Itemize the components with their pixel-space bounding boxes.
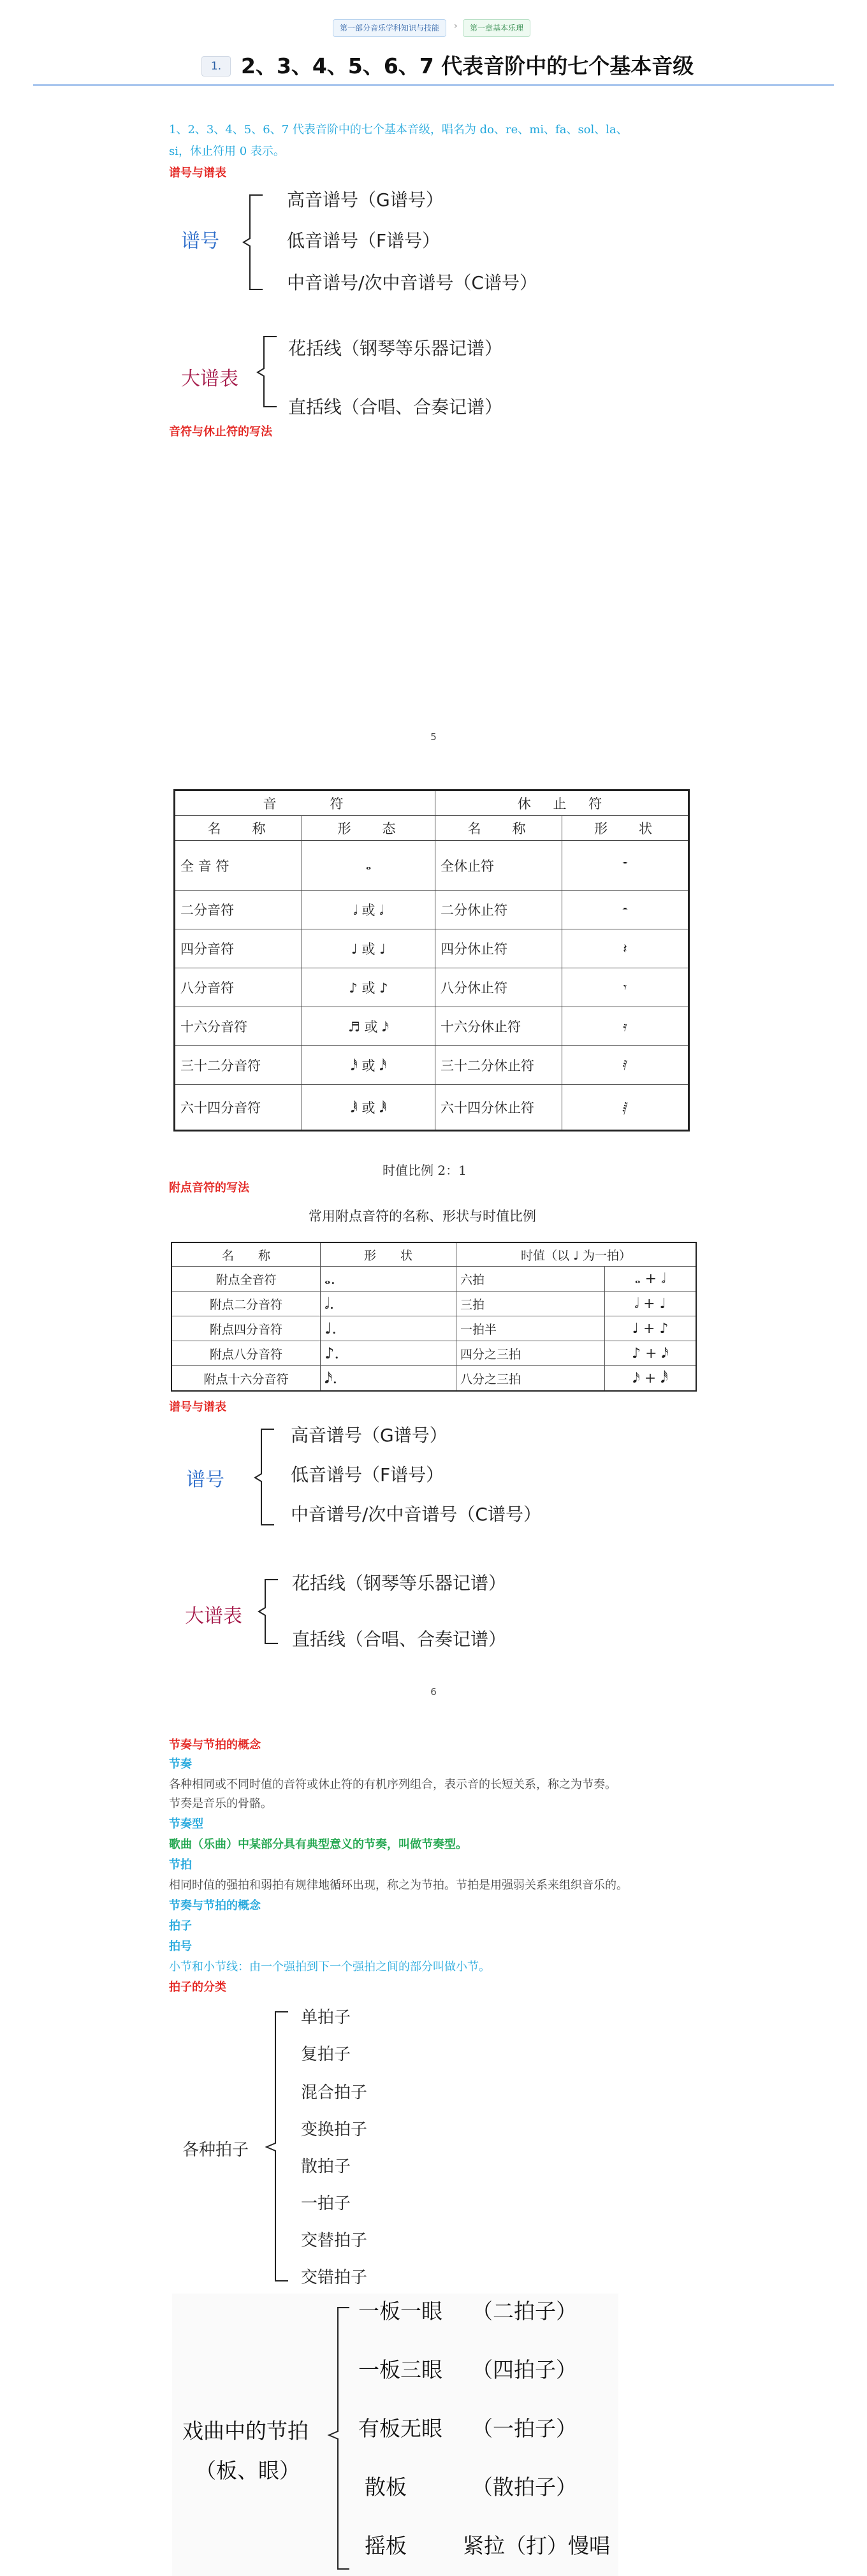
dotted-shape: 𝅗𝅥. bbox=[321, 1292, 456, 1316]
staff-brace-2 bbox=[256, 1576, 282, 1647]
note-group-header: 音 符 bbox=[175, 790, 435, 816]
dotted-value: 三拍 bbox=[456, 1292, 605, 1316]
dotted-ratio: ♩ + ♪ bbox=[605, 1316, 697, 1341]
note-glyph: ♪ 或 ♪ bbox=[302, 968, 435, 1007]
rest-name: 四分休止符 bbox=[435, 929, 562, 968]
breadcrumb-chapter[interactable]: 第一章基本乐理 bbox=[463, 19, 530, 37]
note-glyph: 𝅘𝅥𝅱 或 𝅘𝅥𝅱 bbox=[302, 1085, 435, 1131]
dotted-shape: ♪. bbox=[321, 1341, 456, 1366]
title-divider bbox=[33, 84, 834, 86]
clef-item: 高音谱号（G谱号） bbox=[287, 189, 444, 210]
rhythm-sub: 节奏 bbox=[169, 1757, 192, 1771]
dotted-ratio: 𝅗𝅥 + ♩ bbox=[605, 1292, 697, 1316]
rhythm-text: 各种相同或不同时值的音符或休止符的有机序列组合，表示音的长短关系，称之为节奏。 bbox=[169, 1778, 616, 1791]
dotted-value: 六拍 bbox=[456, 1267, 605, 1292]
dotted-heading: 附点音符的写法 bbox=[169, 1181, 249, 1195]
table-row bbox=[171, 1341, 696, 1366]
note-name: 八分音符 bbox=[175, 968, 302, 1007]
rhythm-sub: 拍子 bbox=[169, 1919, 192, 1933]
note-name: 二分音符 bbox=[175, 891, 302, 929]
rest-glyph: 𝄽 bbox=[562, 929, 689, 968]
dotted-value: 八分之三拍 bbox=[456, 1366, 605, 1392]
staff-item: 直括线（合唱、合奏记谱） bbox=[292, 1629, 507, 1650]
opera-item-name: 一板一眼 bbox=[358, 2299, 442, 2324]
table-row bbox=[175, 841, 689, 891]
clef-label-2: 谱号 bbox=[186, 1469, 224, 1491]
intro-line-2: si，休止符用 0 表示。 bbox=[169, 145, 285, 158]
page-title: 2、3、4、5、6、7 代表音阶中的七个基本音级 bbox=[241, 54, 694, 78]
rest-glyph: 𝅁 bbox=[562, 1085, 689, 1131]
rest-glyph: 𝅀 bbox=[562, 1046, 689, 1085]
rhythm-text: 节奏是音乐的骨骼。 bbox=[169, 1797, 272, 1810]
note-name: 四分音符 bbox=[175, 929, 302, 968]
notes-heading: 音符与休止符的写法 bbox=[169, 425, 272, 439]
table-row bbox=[175, 1007, 689, 1046]
col-header: 形 状 bbox=[562, 816, 689, 841]
note-glyph: 𝅘𝅥𝅰 或 𝅘𝅥𝅰 bbox=[302, 1046, 435, 1085]
note-name: 十六分音符 bbox=[175, 1007, 302, 1046]
table-row bbox=[171, 1267, 696, 1292]
rhythm-sub: 节奏与节拍的概念 bbox=[169, 1899, 261, 1912]
col-header: 名 称 bbox=[175, 816, 302, 841]
dotted-value: 一拍半 bbox=[456, 1316, 605, 1341]
clef-item: 中音谱号/次中音谱号（C谱号） bbox=[291, 1504, 541, 1525]
dotted-name: 附点二分音符 bbox=[171, 1292, 321, 1316]
opera-item-meter: （四拍子） bbox=[472, 2357, 577, 2382]
table-row bbox=[171, 1292, 696, 1316]
table-row bbox=[175, 929, 689, 968]
clef-heading-2: 谱号与谱表 bbox=[169, 1401, 226, 1414]
meter-item: 散拍子 bbox=[301, 2157, 351, 2176]
dotted-shape: 𝅝. bbox=[321, 1267, 456, 1292]
rhythm-text: 小节和小节线：由一个强拍到下一个强拍之间的部分叫做小节。 bbox=[169, 1960, 490, 1974]
dotted-ratio: 𝅘𝅥𝅯 + 𝅘𝅥𝅰 bbox=[605, 1366, 697, 1392]
col-header: 名 称 bbox=[435, 816, 562, 841]
dotted-name: 附点全音符 bbox=[171, 1267, 321, 1292]
dotted-shape: 𝅘𝅥𝅯. bbox=[321, 1366, 456, 1392]
dotted-name: 附点四分音符 bbox=[171, 1316, 321, 1341]
rest-name: 全休止符 bbox=[435, 841, 562, 891]
staff-item: 花括线（钢琴等乐器记谱） bbox=[288, 338, 503, 359]
rest-name: 八分休止符 bbox=[435, 968, 562, 1007]
staff-item: 直括线（合唱、合奏记谱） bbox=[288, 397, 503, 418]
table-row bbox=[175, 1085, 689, 1131]
clef-item: 低音谱号（F谱号） bbox=[291, 1464, 444, 1485]
table-row bbox=[175, 968, 689, 1007]
page-number: 5 bbox=[430, 731, 437, 743]
dotted-shape: ♩. bbox=[321, 1316, 456, 1341]
staff-item: 花括线（钢琴等乐器记谱） bbox=[292, 1573, 507, 1594]
meter-item: 一拍子 bbox=[301, 2194, 351, 2213]
clef-item: 高音谱号（G谱号） bbox=[291, 1425, 448, 1446]
table-row bbox=[175, 891, 689, 929]
meter-item: 变换拍子 bbox=[301, 2120, 368, 2139]
opera-item-meter: （一拍子） bbox=[472, 2416, 577, 2441]
dotted-ratio: 𝅝 + 𝅗𝅥 bbox=[605, 1267, 697, 1292]
ratio-caption: 时值比例 2：1 bbox=[382, 1163, 467, 1178]
notes-rests-table bbox=[173, 789, 690, 1132]
meter-item: 交错拍子 bbox=[301, 2268, 368, 2287]
rhythm-sub: 节拍 bbox=[169, 1858, 192, 1872]
rest-group-header: 休 止 符 bbox=[435, 790, 689, 816]
note-name: 全 音 符 bbox=[175, 841, 302, 891]
rest-glyph: 𝄿 bbox=[562, 1007, 689, 1046]
rest-glyph: 𝄼 bbox=[562, 891, 689, 929]
note-name: 六十四分音符 bbox=[175, 1085, 302, 1131]
rest-glyph: 𝄾 bbox=[562, 968, 689, 1007]
breadcrumb-part[interactable]: 第一部分音乐学科知识与技能 bbox=[333, 19, 446, 37]
dotted-value: 四分之三拍 bbox=[456, 1341, 605, 1366]
intro-line-1: 1、2、3、4、5、6、7 代表音阶中的七个基本音级，唱名为 do、re、mi、fa、sol、la、 bbox=[169, 123, 628, 136]
clef-heading: 谱号与谱表 bbox=[169, 166, 226, 180]
clef-item: 低音谱号（F谱号） bbox=[287, 230, 441, 251]
meter-item: 交替拍子 bbox=[301, 2231, 368, 2250]
dotted-name: 附点八分音符 bbox=[171, 1341, 321, 1366]
breadcrumb-separator: › bbox=[454, 21, 458, 31]
dotted-ratio: ♪ + 𝅘𝅥𝅯 bbox=[605, 1341, 697, 1366]
dotted-table-title: 常用附点音符的名称、形状与时值比例 bbox=[309, 1209, 536, 1224]
staff-brace bbox=[255, 333, 280, 411]
page-number: 6 bbox=[430, 1686, 437, 1698]
opera-item-name: 散板 bbox=[365, 2475, 407, 2500]
opera-item-meter: 紧拉（打）慢唱 bbox=[463, 2533, 610, 2558]
meter-heading: 拍子的分类 bbox=[169, 1981, 226, 1994]
note-glyph: 𝅗𝅥 或 𝅗𝅥 bbox=[302, 891, 435, 929]
note-glyph: ♬ 或 𝅘𝅥𝅯 bbox=[302, 1007, 435, 1046]
clef-item: 中音谱号/次中音谱号（C谱号） bbox=[287, 272, 537, 293]
rhythm-heading: 节奏与节拍的概念 bbox=[169, 1738, 261, 1752]
col-header: 时值（以 ♩ 为一拍） bbox=[456, 1242, 697, 1267]
table-row bbox=[175, 1046, 689, 1085]
staff-label-2: 大谱表 bbox=[185, 1605, 242, 1627]
note-glyph: ♩ 或 ♩ bbox=[302, 929, 435, 968]
rhythm-sub: 拍号 bbox=[169, 1940, 192, 1953]
staff-label: 大谱表 bbox=[181, 368, 238, 390]
clef-brace bbox=[241, 191, 266, 293]
meter-item: 单拍子 bbox=[301, 2008, 351, 2027]
opera-item-meter: （二拍子） bbox=[472, 2299, 577, 2324]
meter-label: 各种拍子 bbox=[182, 2141, 249, 2160]
opera-brace bbox=[325, 2299, 354, 2575]
meter-item: 混合拍子 bbox=[301, 2083, 368, 2102]
col-header: 形 状 bbox=[321, 1242, 456, 1267]
table-row bbox=[171, 1316, 696, 1341]
note-name: 三十二分音符 bbox=[175, 1046, 302, 1085]
rest-name: 二分休止符 bbox=[435, 891, 562, 929]
opera-label-sub: （板、眼） bbox=[195, 2458, 300, 2483]
col-header: 形 态 bbox=[302, 816, 435, 841]
rest-name: 六十四分休止符 bbox=[435, 1085, 562, 1131]
rest-name: 十六分休止符 bbox=[435, 1007, 562, 1046]
opera-item-meter: （散拍子） bbox=[472, 2475, 577, 2500]
opera-label: 戏曲中的节拍 bbox=[182, 2419, 309, 2443]
dotted-notes-table bbox=[171, 1242, 697, 1392]
clef-label: 谱号 bbox=[181, 230, 219, 252]
dotted-name: 附点十六分音符 bbox=[171, 1366, 321, 1392]
note-glyph: 𝅝 bbox=[302, 841, 435, 891]
rest-name: 三十二分休止符 bbox=[435, 1046, 562, 1085]
clef-brace-2 bbox=[252, 1425, 278, 1529]
rhythm-sub: 节奏型 bbox=[169, 1817, 203, 1831]
meter-item: 复拍子 bbox=[301, 2045, 351, 2064]
section-number: 1. bbox=[201, 56, 231, 76]
rest-glyph: 𝄻 bbox=[562, 841, 689, 891]
rhythm-text-highlight: 歌曲（乐曲）中某部分具有典型意义的节奏，叫做节奏型。 bbox=[169, 1838, 467, 1851]
opera-item-name: 有板无眼 bbox=[358, 2416, 442, 2441]
col-header: 名 称 bbox=[171, 1242, 321, 1267]
opera-item-name: 摇板 bbox=[365, 2533, 407, 2558]
meter-brace bbox=[263, 2002, 295, 2290]
rhythm-text: 相同时值的强拍和弱拍有规律地循环出现，称之为节拍。节拍是用强弱关系来组织音乐的。 bbox=[169, 1879, 628, 1892]
opera-item-name: 一板三眼 bbox=[358, 2357, 442, 2382]
table-row bbox=[171, 1366, 696, 1392]
